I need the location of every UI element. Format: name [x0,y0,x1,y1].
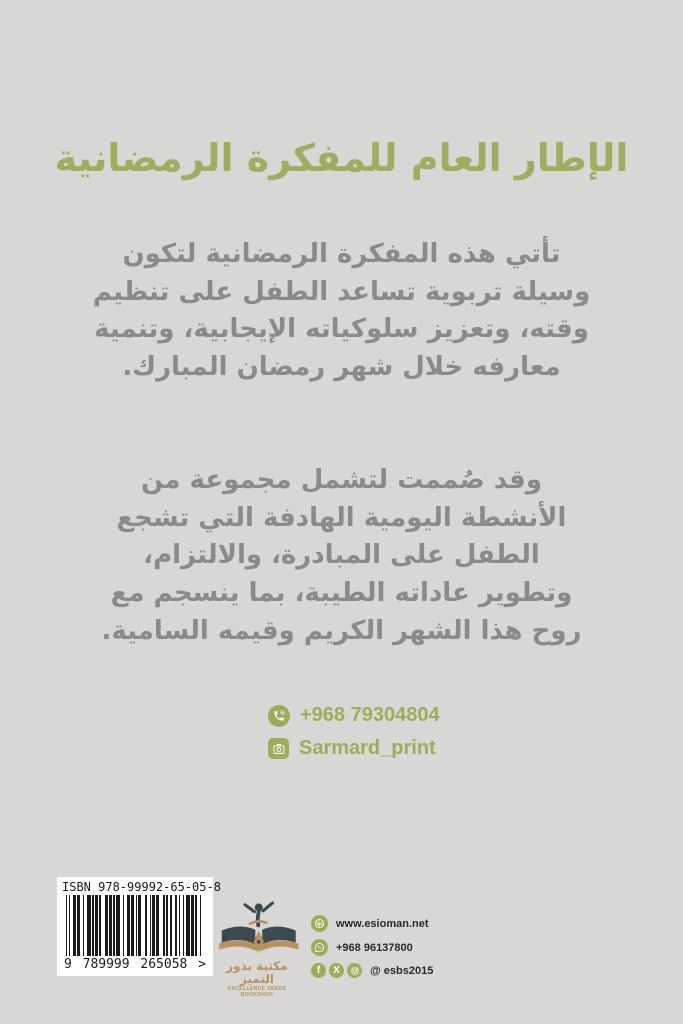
x-glyph: X [333,964,340,976]
barcode-group2: 265058 [140,957,188,972]
facebook-icon [311,963,326,978]
whatsapp-number: +968 96137800 [336,941,413,954]
design-paragraph: وقد صُممت لتشمل مجموعة من الأنشطة اليومية الهادفة التي تشجع الطفل على المبادرة، والالتزام، وتطوير عاداته الطيبة، بما ينسجم مع روح هذا الشهر الكريم وقيمه السامية. [101,465,582,646]
phone-number: +968 79304804 [300,704,440,726]
barcode-digits [62,957,208,972]
contact-block [268,704,440,760]
facebook-glyph: f [316,964,321,976]
website-url: www.esioman.net [336,917,429,930]
social-row [311,963,433,978]
phone-icon [268,705,290,727]
isbn-barcode [57,877,221,976]
whatsapp-icon [311,939,328,956]
page-title: الإطار العام للمفكرة الرمضانية [54,136,629,180]
instagram-row [268,737,440,760]
phone-row [268,704,440,727]
barcode-group1: 789999 [82,957,130,972]
bookshop-logo-mark [214,901,300,955]
publisher-name-arabic: مكتبة بذور التميز [226,959,288,987]
camera-icon [268,738,289,759]
instagram-handle: Sarmard_print [299,737,436,759]
instagram-icon [347,963,362,978]
social-icons [311,963,362,978]
whatsapp-row [311,939,433,956]
publisher-name-english: EXCELLENCE SEEDS BOOKSHOP [227,986,287,999]
barcode-lead-digit: 9 [64,957,72,972]
isbn-label: ISBN 978-99992-65-05-8 [62,880,221,894]
footer-contacts [311,915,433,978]
barcode-bars [66,895,204,956]
website-row [311,915,433,932]
x-icon [329,963,344,978]
globe-icon [311,915,328,932]
intro-paragraph: تأتي هذه المفكرة الرمضانية لتكون وسيلة تربوية تساعد الطفل على تنظيم وقته، وتعزيز سلوكياته الإيجابية، وتنمية معارفه خلال شهر رمضان المبارك. [92,239,591,383]
publisher-logo [214,901,300,998]
barcode-trail: > [198,957,206,972]
social-handle: @ esbs2015 [370,964,434,977]
